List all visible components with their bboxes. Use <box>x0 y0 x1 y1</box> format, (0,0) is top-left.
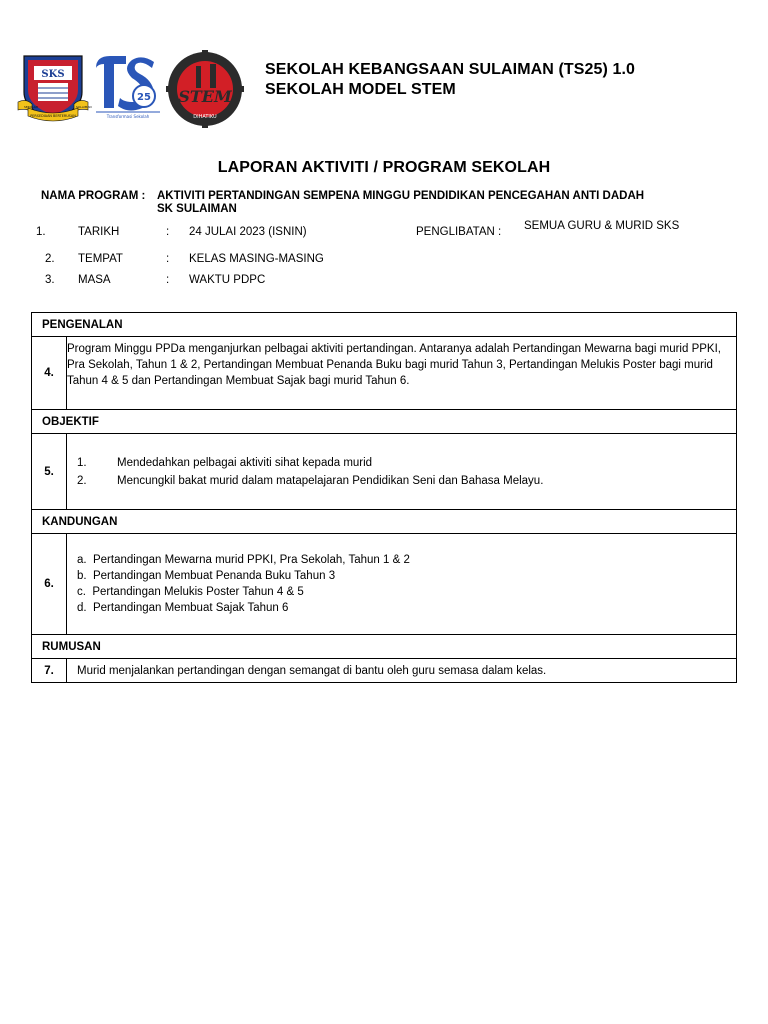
section-header-row <box>32 510 737 534</box>
school-name: SEKOLAH KEBANGSAAN SULAIMAN (TS25) 1.0 <box>265 61 636 78</box>
program-label: NAMA PROGRAM : <box>41 190 146 202</box>
list-item <box>67 454 736 472</box>
section-body-row <box>32 659 737 683</box>
detail-no-2: 2. <box>45 253 55 265</box>
school-subtitle: SEKOLAH MODEL STEM <box>265 81 456 98</box>
list-item: b. Pertandingan Membuat Penanda Buku Tahun 3 <box>77 570 336 582</box>
kandungan-list <box>67 534 737 635</box>
penglibatan-label: PENGLIBATAN : <box>416 226 502 238</box>
ts25-caption: Transformasi Sekolah <box>106 114 150 119</box>
section-number-5: 5. <box>32 434 67 510</box>
sks-ribbon-right: SULAIMAN <box>76 105 92 109</box>
pengenalan-text: Program Minggu PPDa menganjurkan pelbagai aktiviti pertandingan. Antaranya adalah Pertandingan Mewarna bagi murid PPKI, Pra Sekolah, Tahun 1 & 2, Pertandingan Membuat Penanda Buku bagi murid Tahun 3, Pertandingan Melukis Poster bagi murid Tahun 4 & 5 dan Pertandingan Membuat Sajak bagi murid Tahun 6. <box>67 337 737 410</box>
section-number-7: 7. <box>32 659 67 683</box>
report-table <box>31 312 737 683</box>
list-item-number: 2. <box>77 474 87 487</box>
sks-ribbon-left: SEKOLAH <box>24 105 39 109</box>
section-title-rumusan: RUMUSAN <box>32 635 737 659</box>
stem-logo-text: STEM <box>178 87 232 106</box>
penglibatan-value: SEMUA GURU & MURID SKS <box>524 220 680 232</box>
sks-crest-motto: PERSEDIAAN BERTERUSAN <box>30 114 76 118</box>
list-item-text: Mencungkil bakat murid dalam matapelajaran Pendidikan Seni dan Bahasa Melayu. <box>117 474 544 487</box>
sks-crest-logo <box>18 52 92 124</box>
svg-text:25: 25 <box>137 92 151 103</box>
section-header-row <box>32 635 737 659</box>
section-number-4: 4. <box>32 337 67 410</box>
section-title-objektif: OBJEKTIF <box>32 410 737 434</box>
ts25-logo <box>92 50 164 122</box>
list-item <box>67 472 736 490</box>
detail-value-masa: WAKTU PDPC <box>189 274 266 286</box>
detail-sep-3: : <box>166 274 170 286</box>
list-item: d. Pertandingan Membuat Sajak Tahun 6 <box>77 602 289 614</box>
section-title-pengenalan: PENGENALAN <box>32 313 737 337</box>
section-body-row <box>32 434 737 510</box>
detail-no-3: 3. <box>45 274 55 286</box>
program-value-line1: AKTIVITI PERTANDINGAN SEMPENA MINGGU PENDIDIKAN PENCEGAHAN ANTI DADAH <box>157 190 645 202</box>
stem-caption: DIHATIKU <box>193 114 217 120</box>
detail-sep-2: : <box>166 253 170 265</box>
program-value-line2: SK SULAIMAN <box>157 203 237 215</box>
sks-crest-text: SKS <box>41 69 65 80</box>
section-title-kandungan: KANDUNGAN <box>32 510 737 534</box>
report-title: LAPORAN AKTIVITI / PROGRAM SEKOLAH <box>217 159 551 176</box>
rumusan-text: Murid menjalankan pertandingan dengan semangat di bantu oleh guru semasa dalam kelas. <box>67 659 737 683</box>
list-item-number: 1. <box>77 456 87 469</box>
detail-sep-1: : <box>166 226 170 238</box>
stem-logo <box>166 50 244 128</box>
detail-value-tempat: KELAS MASING-MASING <box>189 253 324 265</box>
detail-label-tempat: TEMPAT <box>78 253 123 265</box>
section-body-row <box>32 534 737 635</box>
list-item: c. Pertandingan Melukis Poster Tahun 4 & 5 <box>77 586 304 598</box>
section-body-row <box>32 337 737 410</box>
detail-value-tarikh: 24 JULAI 2023 (ISNIN) <box>189 226 307 238</box>
section-header-row <box>32 410 737 434</box>
objektif-list <box>67 434 737 510</box>
list-item-text: Mendedahkan pelbagai aktiviti sihat kepada murid <box>117 456 373 469</box>
section-number-6: 6. <box>32 534 67 635</box>
detail-label-masa: MASA <box>78 274 111 286</box>
section-header-row <box>32 313 737 337</box>
detail-label-tarikh: TARIKH <box>78 226 120 238</box>
list-item: a. Pertandingan Mewarna murid PPKI, Pra Sekolah, Tahun 1 & 2 <box>77 554 410 566</box>
detail-no-1: 1. <box>36 226 46 238</box>
